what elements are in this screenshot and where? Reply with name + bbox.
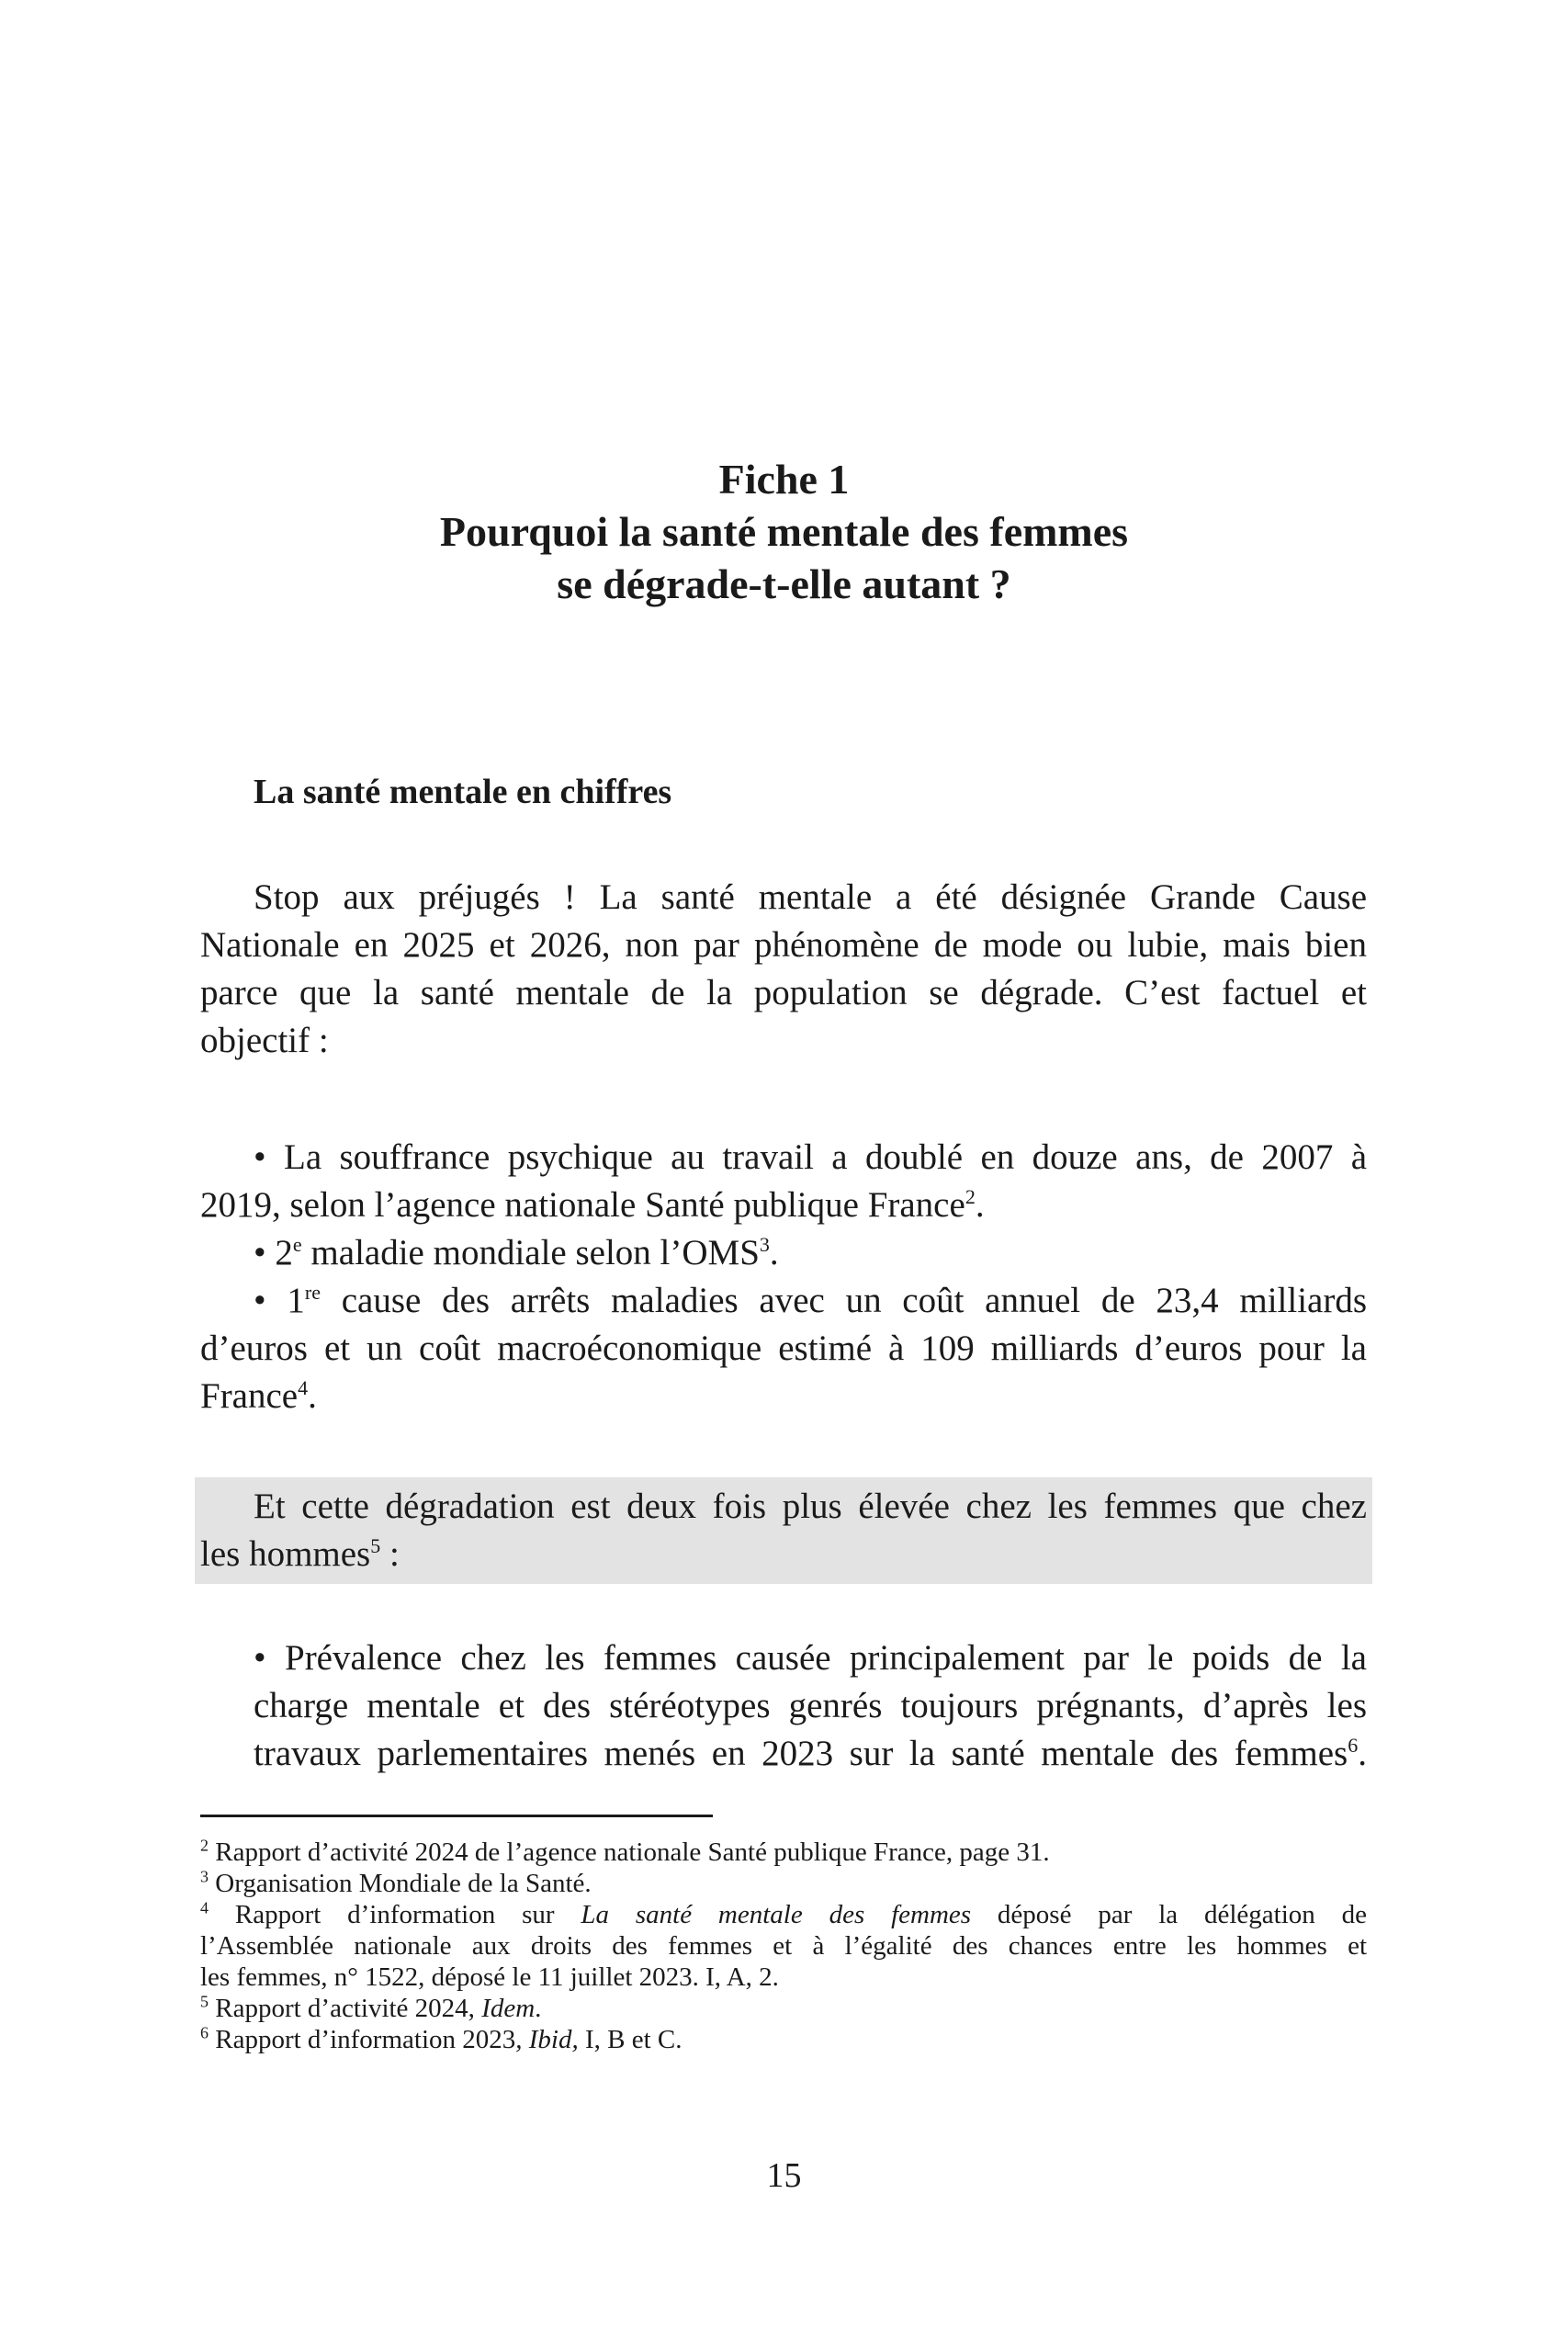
bullet-3-text-end: France [200,1376,299,1416]
bullet-3-prefix: • 1 [254,1281,305,1320]
footnote-6 [200,2024,1367,2055]
footnote-4-line-2: l’Assemblée nationale aux droits des femmes et à l’égalité des chances entre les hommes et [200,1931,1367,1961]
ordinal-suffix: e [292,1233,302,1256]
bullet-1-end: . [975,1185,985,1225]
intro-line-1: Stop aux préjugés ! La santé mentale a été désignée Grande Cause [254,877,1367,917]
bullet-3-end: . [308,1376,317,1416]
footnote-ref-2: 2 [964,1185,976,1208]
footnote-italic: Ibid, [528,2025,579,2054]
highlight-line-2 [200,1531,1367,1578]
footnote-3 [200,1868,1367,1899]
bullet-1-line-2 [200,1182,1367,1229]
women-bullet [254,1634,1367,1778]
footnote-text: . [535,1994,542,2023]
footnote-number: 2 [200,1836,209,1855]
bullet-3-line-3 [200,1373,1367,1420]
bullet-2-text: maladie mondiale selon l’OMS [301,1233,760,1272]
bullet-3-line-2: d’euros et un coût macroéconomique estimé à 109 milliards d’euros pour la [200,1329,1367,1368]
footnote-5 [200,1993,1367,2024]
bullet-3-line-1 [200,1277,1367,1325]
footnote-italic: Idem [481,1994,536,2023]
highlight-line-1: Et cette dégradation est deux fois plus élevée chez les femmes que chez [254,1487,1367,1526]
footnote-4-line-1 [200,1899,1367,1930]
women-bullet-line-1: • Prévalence chez les femmes causée principalement par le poids de la [254,1638,1367,1678]
footnote-comma: , [515,2025,529,2054]
bullet-2 [200,1229,1367,1277]
footnote-ref-4: 4 [298,1376,309,1399]
section-heading: La santé mentale en chiffres [254,773,672,811]
bullet-2-end: . [769,1233,779,1272]
footnote-italic-title: La santé mentale des femmes [581,1900,972,1929]
footnote-text: déposé par la délégation de [971,1900,1367,1929]
footnote-text: Rapport d’information 2023 [209,2025,516,2054]
footnote-2 [200,1837,1367,1868]
footnote-number: 3 [200,1867,209,1886]
bullet-1-line-1: • La souffrance psychique au travail a doublé en douze ans, de 2007 à [254,1137,1367,1177]
women-bullet-end: . [1358,1734,1367,1773]
footnote-text: I, B et C. [578,2025,682,2054]
footnotes [200,1837,1367,2055]
footnote-4-line-3: les femmes, n° 1522, déposé le 11 juillet 2023. I, A, 2. [200,1962,779,1992]
footnote-number: 6 [200,2023,209,2042]
footnote-ref-5: 5 [370,1534,381,1557]
footnote-text: Rapport d’activité 2024, [209,1994,482,2023]
women-bullet-text: travaux parlementaires menés en 2023 sur la santé mentale des femmes [254,1734,1348,1773]
footnote-number: 5 [200,1992,209,2011]
highlight-end: : [380,1534,400,1574]
women-bullet-line-3 [254,1730,1367,1778]
intro-line-2: Nationale en 2025 et 2026, non par phénomène de mode ou lubie, mais bien [200,925,1367,965]
ordinal-suffix: re [304,1281,321,1304]
footnote-text: Rapport d’activité 2024 de l’agence nationale Santé publique France, page 31. [209,1838,1050,1867]
page-title [0,453,1568,610]
footnote-ref-3: 3 [759,1233,770,1256]
women-bullet-line-2: charge mentale et des stéréotypes genrés toujours prégnants, d’après les [254,1686,1367,1725]
footnote-separator [200,1815,713,1817]
title-line-2: Pourquoi la santé mentale des femmes [439,508,1129,555]
page-number: 15 [766,2156,802,2195]
bullet-2-prefix: • 2 [254,1233,293,1272]
footnote-ref-6: 6 [1348,1734,1359,1757]
title-line-1: Fiche 1 [718,456,850,503]
intro-paragraph [200,874,1367,1065]
footnote-number: 4 [200,1898,209,1917]
footnote-text: Organisation Mondiale de la Santé. [209,1869,592,1898]
footnote-text: Rapport d’information sur [209,1900,581,1929]
intro-line-4: objectif : [200,1021,329,1060]
title-line-3: se dégrade-t-elle autant ? [557,560,1011,607]
highlight-text: les hommes [200,1534,371,1574]
bullet-3-text: cause des arrêts maladies avec un coût annuel de 23,4 milliards [320,1281,1368,1320]
bullet-1-text: 2019, selon l’agence nationale Santé publique France [200,1185,965,1225]
intro-line-3: parce que la santé mentale de la population se dégrade. C’est factuel et [200,973,1367,1012]
statistics-list [200,1134,1367,1420]
highlight-paragraph [200,1483,1367,1578]
